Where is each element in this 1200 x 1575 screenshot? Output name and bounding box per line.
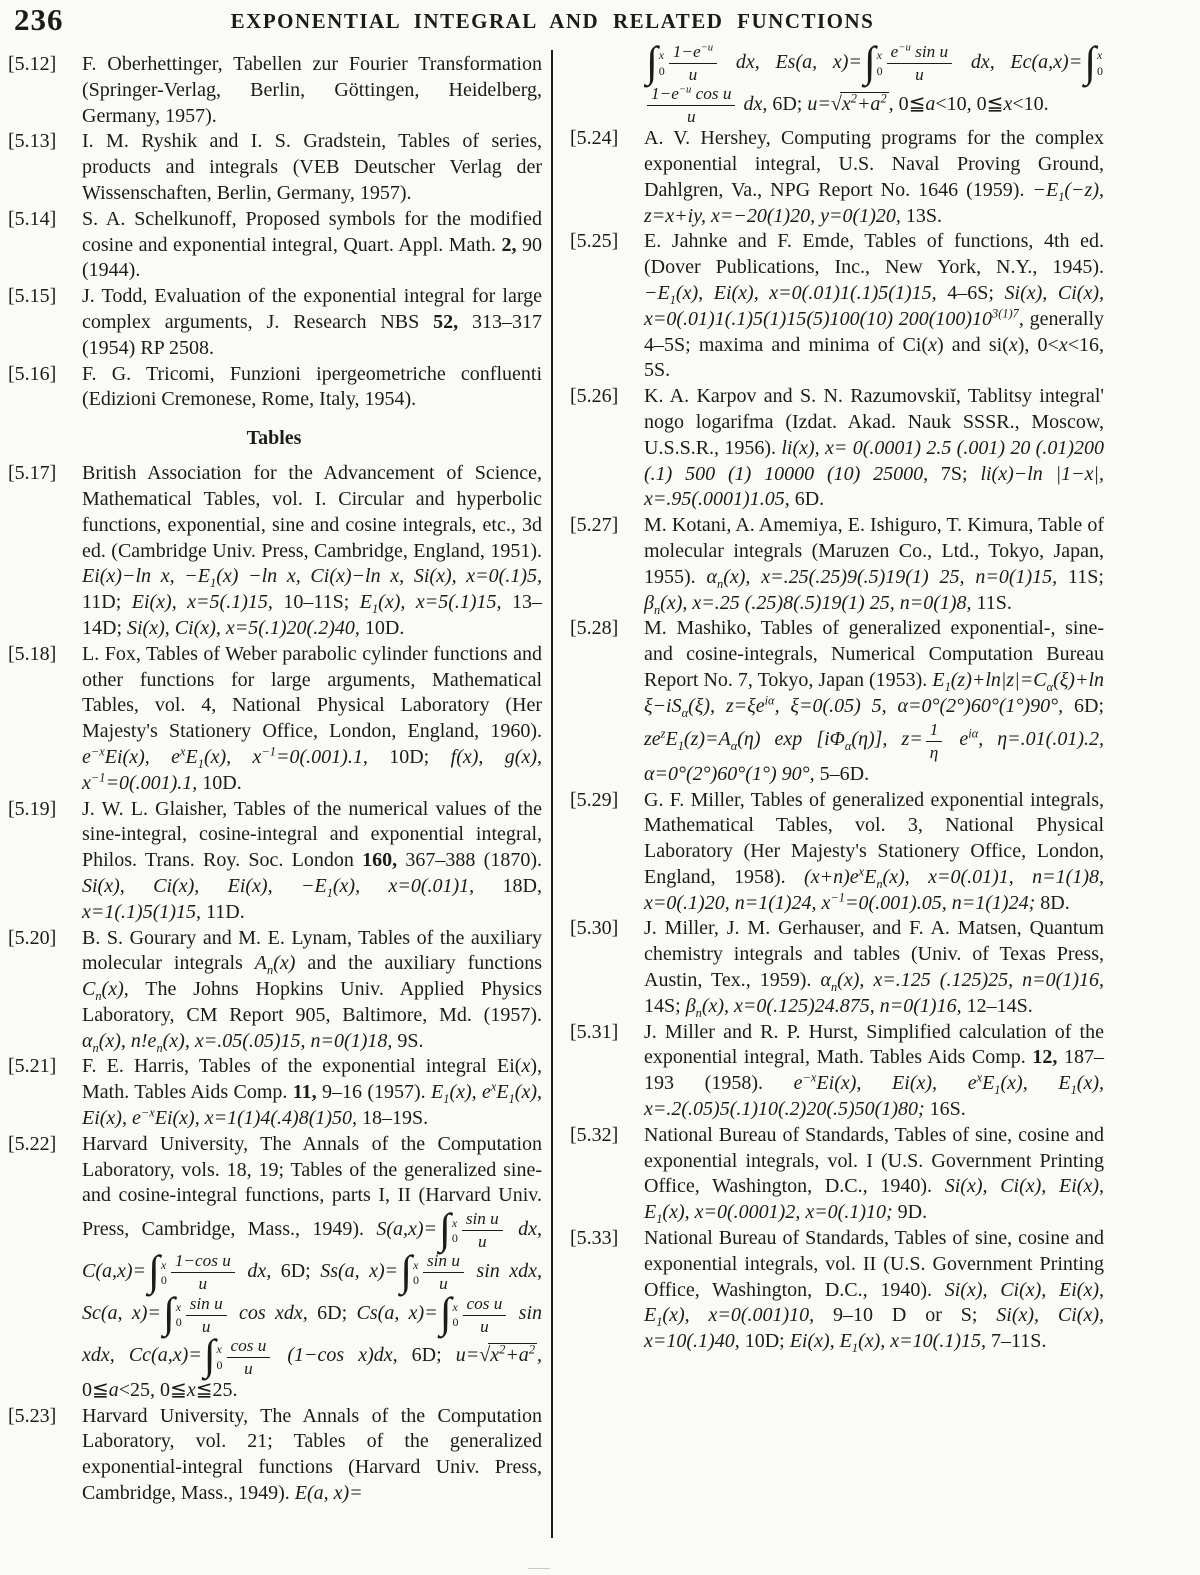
reference-text: ∫ x 0 $\frac{1-e^{-u}}{u}$ dx, Es(a, x)= ∫ x 0 $\frac{e^{-u} \sin u}{u}$ dx, Ec(a,x)= ∫ x 0 $\frac{1-e^{-u} \cos u}{u}$ dx, 6D; $u=√x^2+a^2$ , 0≦a<10, 0≦x<10. (646, 38, 1103, 127)
math-expression: $ze^zE_1(z)=A_\alpha(\eta)$ $\exp [i\Phi_\alpha(\eta)]$, z= (644, 726, 923, 754)
reference-id: [5.15] (8, 285, 57, 308)
reference-entry (6, 362, 542, 414)
reference-entry (568, 916, 1104, 1019)
reference-id: [5.21] (8, 1055, 57, 1078)
integral-sign: ∫ x 0 (863, 38, 883, 86)
math-expression: (1−cos x)dx, (273, 1344, 398, 1367)
math-expression: $-E_1(x)$, Ei(x), x=0(.01)1(.1)5(1)15, (644, 282, 937, 308)
column-divider (551, 50, 553, 1538)
fraction: $\frac{1}{\eta}$ (926, 720, 943, 762)
math-expression: , (888, 92, 894, 115)
fraction: $\frac{\text{1−cos u}}{u}$ (171, 1251, 235, 1293)
reference-id: [5.20] (8, 926, 57, 949)
reference-text: S. A. Schelkunoff, Proposed symbols for the modified cosine and exponential integral, Quart. Appl. Math. 2, 90 (1944). (82, 207, 542, 282)
integral-sign: ∫ x 0 (439, 1290, 459, 1338)
math-expression: Ei(x)−ln x, $-E_1(x) -\ln$ x, Ci(x)−ln x, Si(x), x=0(.1)5, (82, 565, 542, 591)
bold-volume-number: 11, (292, 1081, 317, 1104)
reference-text: M. Kotani, A. Amemiya, E. Ishiguro, T. Kimura, Table of molecular integrals (Maruzen Co., Ltd., Tokyo, Japan, 1955). $\alpha_n(x)$, x=.25(.25)9(.5)19(1) 25, n=0(1)15, 11S; $\beta_n(x)$, x=.25 (.25)8(.5)19(1) 25, n=0(1)8, 11S. (644, 514, 1104, 617)
reference-entry (6, 1132, 542, 1404)
math-expression: S(a,x)= (376, 1217, 438, 1240)
reference-text: National Bureau of Standards, Tables of sine, cosine and exponential integrals, vol. II (U.S. Government Printing Office, Washington, D.C., 1940). Si(x), Ci(x), Ei(x), $E_1(x)$, x=0(.001)10, 9–10 D or S; Si(x), Ci(x), x=10(.1)40, 10D; Ei(x), $E_1(x)$, x=10(.1)15, 7–11S. (644, 1227, 1104, 1356)
square-root: $√x^2+a^2$ (479, 1342, 536, 1367)
reference-id: [5.13] (8, 130, 57, 153)
math-expression: $E_1(z)+\ln|z|=C_\alpha(\xi)+\ln$ $\xi-iS_\alpha(\xi)$, $z=\xi e^{i\alpha}$, ξ=0(.05) 5, α=0°(2°)60°(1°)90°, (644, 668, 1104, 720)
reference-entry (568, 1123, 1104, 1226)
math-expression: Cc(a,x)= (128, 1344, 202, 1367)
reference-id: [5.23] (8, 1404, 57, 1427)
math-expression: x (1058, 333, 1068, 356)
fraction: $\frac{\text{cos u}}{u}$ (463, 1294, 507, 1336)
reference-id: [5.16] (8, 362, 57, 385)
reference-entry (568, 513, 1104, 616)
fraction: $\frac{e^{-u} \sin u}{u}$ (887, 42, 952, 84)
reference-text: National Bureau of Standards, Tables of sine, cosine and exponential integrals, vol. I (U.S. Government Printing Office, Washington, D.C., 1940). Si(x), Ci(x), Ei(x), $E_1(x)$, x=0(.0001)2, x=0(.1)10; 9D. (644, 1123, 1104, 1227)
reference-text: British Association for the Advancement of Science, Mathematical Tables, vol. I. Circular and hyperbolic functions, exponential, sine and cosine integrals, etc., 3d ed. (Cambridge Univ. Press, Cambridge, England, 1951). Ei(x)−ln x, $-E_1(x) -\ln$ x, Ci(x)−ln x, Si(x), x=0(.1)5, 11D; Ei(x), x=5(.1)15, 10–11S; $E_1(x)$, x=5(.1)15, 13–14D; Si(x), Ci(x), x=5(.1)20(.2)40, 10D. (82, 462, 542, 639)
math-expression: , (537, 1344, 543, 1367)
math-expression: $e^{-x}Ei(x)$, $e^xE_1(x)$, $x^{-1}=0(.001).1$, (82, 744, 368, 771)
math-expression: $\beta_n(x)$, x=0(.125)24.875, n=0(1)16, (685, 994, 962, 1020)
math-expression: $\alpha_n(x)$, x=.25(.25)9(.5)19(1) 25, n=0(1)15, (706, 565, 1058, 591)
math-expression: $\alpha_n(x)$, x=.125 (.125)25, n=0(1)16, (820, 969, 1104, 995)
math-expression: $e^{-x}Ei(x)$, Ei(x), $e^xE_1(x)$, $E_1(x)$, x=.2(.05)5(.1)10(.2)20(.5)50(1)80; (644, 1070, 1104, 1121)
math-expression: cos xdx, (229, 1302, 308, 1325)
reference-text: Harvard University, The Annals of the Computation Laboratory, vols. 18, 19; Tables of the generalized sine- and cosine-integral functions, parts I, II (Harvard Univ. Press, Cambridge, Mass., 1949). S(a,x)= ∫ x 0 $\frac{\text{sin u}}{u}$ dx, C(a,x)= ∫ x 0 $\frac{\text{1−cos u}}{u}$ dx, 6D; Ss(a, x)= ∫ x 0 $\frac{\text{sin u}}{u}$ sin xdx, Sc(a, x)= ∫ x 0 $\frac{\text{sin u}}{u}$ cos xdx, 6D; Cs(a, x)= ∫ x 0 $\frac{\text{cos u}}{u}$ sin xdx, Cc(a,x)= ∫ x 0 $\frac{\text{cos u}}{u}$ (1−cos x)dx, 6D; $u=√x^2+a^2$ , 0≦a<25, 0≦x≦25. (82, 1132, 543, 1401)
bold-volume-number: 160, (362, 849, 398, 872)
bold-volume-number: 2, (501, 233, 517, 256)
reference-entry (6, 207, 542, 284)
math-expression: li(x), x= 0(.0001) 2.5 (.001) 20 (.01)200 (.1) 500 (1) 10000 (10) 25000, (644, 436, 1104, 485)
reference-id: [5.26] (570, 385, 619, 408)
bold-volume-number: 12, (1032, 1046, 1058, 1069)
fraction: $\frac{1-e^{-u}}{u}$ (669, 42, 717, 84)
reference-entry (568, 384, 1104, 513)
integral-sign: ∫ x 0 (148, 1248, 167, 1296)
math-expression: x (186, 1378, 196, 1401)
right-column (568, 38, 1105, 1356)
reference-entry (568, 229, 1104, 384)
reference-text: F. Oberhettinger, Tabellen zur Fourier Transformation (Springer-Verlag, Berlin, Göttingen, Heidelberg, Germany, 1957). (82, 53, 542, 127)
math-expression: dx, (738, 92, 768, 115)
fraction: $\frac{\text{sin u}}{u}$ (423, 1251, 464, 1293)
math-expression: $(x+n)e^xE_n(x)$, x=0(.01)1, n=1(1)8, x=0(.1)20, n=1(1)24, $x^{-1}=0(.001).05$, n=1(1)24; (644, 864, 1104, 914)
reference-entry (6, 642, 542, 797)
math-expression: sin xdx, (466, 1260, 543, 1283)
math-expression: x (928, 333, 937, 356)
reference-entry (6, 129, 542, 206)
fraction: $\frac{\text{cos u}}{u}$ (227, 1336, 271, 1378)
reference-id: [5.32] (570, 1123, 619, 1146)
math-expression: x (1003, 92, 1013, 115)
reference-text: B. S. Gourary and M. E. Lynam, Tables of the auxiliary molecular integrals $A_n(x)$ and the auxiliary functions $C_n(x)$, The Johns Hopkins Univ. Applied Physics Laboratory, CM Report 905, Baltimore, Md. (1957). $\alpha_n(x)$, $n!e_n(x)$, x=.05(.05)15, n=0(1)18, 9S. (82, 926, 542, 1055)
reference-text: J. Miller, J. M. Gerhauser, and F. A. Matsen, Quantum chemistry integrals and tables (Univ. of Texas Press, Austin, Tex., 1959). $\alpha_n(x)$, x=.125 (.125)25, n=0(1)16, 14S; $\beta_n(x)$, x=0(.125)24.875, n=0(1)16, 12–14S. (644, 917, 1104, 1020)
reference-text: L. Fox, Tables of Weber parabolic cylinder functions and other functions for large arguments, Mathematical Tables, vol. 4, National Physical Laboratory (Her Majesty's Stationery Office, London, England, 1960). $e^{-x}Ei(x)$, $e^xE_1(x)$, $x^{-1}=0(.001).1$, 10D; f(x), g(x), $x^{-1}=0(.001).1$, 10D. (82, 642, 542, 794)
integral-sign: ∫ x 0 (1084, 38, 1103, 86)
math-expression: Si(x), Ci(x), Ei(x), $E_1(x)$, x=0(.0001)2, x=0(.1)10; (644, 1175, 1104, 1227)
math-expression: Si(x), Ci(x), x=10(.1)40, (644, 1304, 1104, 1353)
reference-entry (6, 284, 542, 361)
math-expression: Ei(x), $E_1(x)$, x=10(.1)15, (789, 1330, 986, 1356)
math-expression: a (925, 92, 936, 115)
bold-volume-number: 52, (433, 310, 459, 333)
reference-entry (568, 1020, 1104, 1123)
math-expression: dx, C(a,x)= (82, 1217, 542, 1283)
reference-text: M. Mashiko, Tables of generalized exponential-, sine- and cosine-integrals, Numerical Computation Bureau Report No. 7, Tokyo, Japan (1953). $E_1(z)+\ln|z|=C_\alpha(\xi)+\ln$ $\xi-iS_\alpha(\xi)$, $z=\xi e^{i\alpha}$, ξ=0(.05) 5, α=0°(2°)60°(1°)90°, 6D; $ze^zE_1(z)=A_\alpha(\eta)$ $\exp [i\Phi_\alpha(\eta)]$, z= $\frac{1}{\eta}$ $e^{i\alpha}$, η=.01(.01).2, α=0°(2°)60°(1°) 90°, 5–6D. (644, 617, 1104, 785)
integral-sign: ∫ x 0 (439, 1205, 458, 1253)
scan-artifact (528, 1568, 550, 1569)
math-expression: a (108, 1378, 119, 1401)
math-expression: $C_n(x)$, (82, 978, 129, 1004)
math-expression: Sc(a, x)= (82, 1302, 161, 1325)
math-expression: li(x)−ln |1−x|, x=.95(.0001)1.05, (644, 462, 1104, 511)
reference-entry (568, 126, 1104, 229)
math-expression: E(a, x)= (294, 1481, 363, 1504)
reference-id: [5.33] (570, 1227, 619, 1250)
math-expression: $\beta_n(x)$, x=.25 (.25)8(.5)19(1) 25, n=0(1)8, (644, 591, 972, 617)
reference-entry (6, 461, 542, 642)
math-expression: x (1008, 333, 1018, 356)
math-expression: Ei(x), x=5(.1)15, (131, 591, 273, 614)
reference-entry (6, 1054, 542, 1131)
math-expression: f(x), g(x), $x^{-1}=0(.001).1$, (82, 745, 542, 794)
reference-text: A. V. Hershey, Computing programs for the complex exponential integral, U.S. Naval Proving Ground, Dahlgren, Va., NPG Report No. 1646 (1959). $-E_1(-z)$, z=x+iy, x=−20(1)20, y=0(1)20, 13S. (644, 127, 1104, 227)
reference-id: [5.25] (570, 230, 619, 253)
math-expression: $A_n(x)$ (254, 952, 296, 978)
reference-text: K. A. Karpov and S. N. Razumovskiĭ, Tablitsy integral' nogo logarifma (Izdat. Akad. Nauk SSSR., Moscow, U.S.S.R., 1956). li(x), x= 0(.0001) 2.5 (.001) 20 (.01)200 (.1) 500 (1) 10000 (10) 25000, 7S; li(x)−ln |1−x|, x=.95(.0001)1.05, 6D. (644, 385, 1104, 511)
reference-id: [5.19] (8, 797, 57, 820)
math-expression: Si(x), Ci(x), Ei(x), $E_1(x)$, x=0(.001)10, (644, 1278, 1104, 1330)
math-expression: Si(x), Ci(x), x=0(.01)1(.1)5(1)15(5)100(10) $200(100)10^{3(1)7}$, (644, 282, 1104, 330)
integral-sign: ∫ x 0 (400, 1248, 419, 1296)
fraction: $\frac{1-e^{-u} \cos u}{u}$ (647, 84, 735, 126)
reference-text: J. Todd, Evaluation of the exponential integral for large complex arguments, J. Research NBS 52, 313–317 (1954) RP 2508. (82, 285, 543, 359)
math-expression: x=1(.1)5(1)15, (82, 900, 202, 923)
reference-id: [5.24] (570, 127, 619, 150)
reference-entry (6, 926, 542, 1055)
page-title: EXPONENTIAL INTEGRAL AND RELATED FUNCTIONS (230, 9, 875, 33)
math-expression: sin xdx, (82, 1302, 543, 1367)
reference-id: [5.28] (570, 617, 619, 640)
math-expression: Cs(a, x)= (356, 1302, 438, 1325)
reference-text: J. W. L. Glaisher, Tables of the numerical values of the sine-integral, cosine-integral and exponential integral, Philos. Trans. Roy. Soc. London 160, 367–388 (1870). Si(x), Ci(x), Ei(x), $-E_1(x)$, x=0(.01)1, 18D, x=1(.1)5(1)15, 11D. (82, 797, 542, 923)
reference-id: [5.30] (570, 917, 619, 940)
reference-entry (568, 616, 1104, 787)
math-expression: $E_1(x)$, x=5(.1)15, (359, 591, 502, 617)
reference-id: [5.27] (570, 514, 619, 537)
reference-id: [5.22] (8, 1132, 57, 1155)
math-expression: $E_1(x)$, $e^xE_1(x)$, Ei(x), $e^{-x}Ei(x)$, x=1(1)4(.4)8(1)50, (82, 1079, 542, 1130)
reference-text: G. F. Miller, Tables of generalized exponential integrals, Mathematical Tables, vol. 3, National Physical Laboratory (Her Majesty's Stationery Office, London, England, 1958). $(x+n)e^xE_n(x)$, x=0(.01)1, n=1(1)8, x=0(.1)20, n=1(1)24, $x^{-1}=0(.001).05$, n=1(1)24; 8D. (644, 788, 1104, 914)
integral-sign: ∫ x 0 (646, 38, 665, 86)
math-expression: $e^{i\alpha}$, η=.01(.01).2, α=0°(2°)60°(1°) 90°, (644, 726, 1104, 785)
reference-text: E. Jahnke and F. Emde, Tables of functions, 4th ed. (Dover Publications, Inc., New York, N.Y., 1945). $-E_1(x)$, Ei(x), x=0(.01)1(.1)5(1)15, 4–6S; Si(x), Ci(x), x=0(.01)1(.1)5(1)15(5)100(10) $200(100)10^{3(1)7}$, generally 4–5S; maxima and minima of Ci(x) and si(x), 0<x<16, 5S. (644, 230, 1105, 382)
fraction: $\frac{\text{sin u}}{u}$ (462, 1209, 503, 1251)
reference-id: [5.18] (8, 642, 57, 665)
math-expression: $-E_1(-z)$, z=x+iy, x=−20(1)20, y=0(1)20, (644, 178, 1104, 227)
reference-entry (568, 788, 1104, 917)
reference-id: [5.14] (8, 207, 57, 230)
left-column (6, 52, 542, 1507)
reference-entry (6, 52, 542, 129)
math-expression: Si(x), Ci(x), Ei(x), $-E_1(x)$, x=0(.01)1, (82, 874, 475, 900)
math-expression: u= (455, 1344, 480, 1367)
reference-text: F. E. Harris, Tables of the exponential integral Ei(x), Math. Tables Aids Comp. 11, 9–16 (1957). $E_1(x)$, $e^xE_1(x)$, Ei(x), $e^{-x}Ei(x)$, x=1(1)4(.4)8(1)50, 18–19S. (82, 1055, 542, 1130)
reference-entry (6, 797, 542, 926)
math-expression: $\alpha_n(x)$, $n!e_n(x)$, x=.05(.05)15, n=0(1)18, (82, 1029, 393, 1055)
square-root: $√x^2+a^2$ (830, 91, 887, 115)
math-expression: dx, Es(a, x)= (720, 50, 862, 73)
reference-text: I. M. Ryshik and I. S. Gradstein, Tables of series, products and integrals (VEB Deutscher Verlag der Wissenschaften, Berlin, Germany, 1957). (82, 130, 542, 204)
reference-text: F. G. Tricomi, Funzioni ipergeometriche confluenti (Edizioni Cremonese, Rome, Italy, 1954). (82, 362, 542, 411)
integral-sign: ∫ x 0 (162, 1290, 182, 1338)
reference-text: Harvard University, The Annals of the Computation Laboratory, vol. 21; Tables of the generalized exponential-integral functions (Harvard Univ. Press, Cambridge, Mass., 1949). E(a, x)= (82, 1404, 542, 1504)
reference-entry (6, 1404, 542, 1507)
section-heading: Tables (246, 427, 302, 450)
math-expression: Ss(a, x)= (320, 1260, 399, 1283)
math-expression: dx, (237, 1260, 272, 1283)
reference-text: J. Miller and R. P. Hurst, Simplified calculation of the exponential integral, Math. Tables Aids Comp. 12, 187–193 (1958). $e^{-x}Ei(x)$, Ei(x), $e^xE_1(x)$, $E_1(x)$, x=.2(.05)5(.1)10(.2)20(.5)50(1)80; 16S. (644, 1020, 1104, 1121)
fraction: $\frac{\text{sin u}}{u}$ (186, 1294, 227, 1336)
math-expression: dx, Ec(a,x)= (955, 50, 1083, 73)
reference-id: [5.29] (570, 788, 619, 811)
math-expression: u= (807, 92, 831, 115)
reference-id: [5.31] (570, 1020, 619, 1043)
reference-entry (568, 38, 1104, 127)
integral-sign: ∫ x 0 (203, 1332, 223, 1380)
math-expression: Si(x), Ci(x), x=5(.1)20(.2)40, (127, 616, 360, 639)
reference-entry (568, 1226, 1104, 1355)
reference-id: [5.12] (8, 53, 57, 75)
page-number: 236 (14, 2, 64, 37)
math-expression: x (521, 1055, 531, 1078)
reference-id: [5.17] (8, 462, 57, 485)
